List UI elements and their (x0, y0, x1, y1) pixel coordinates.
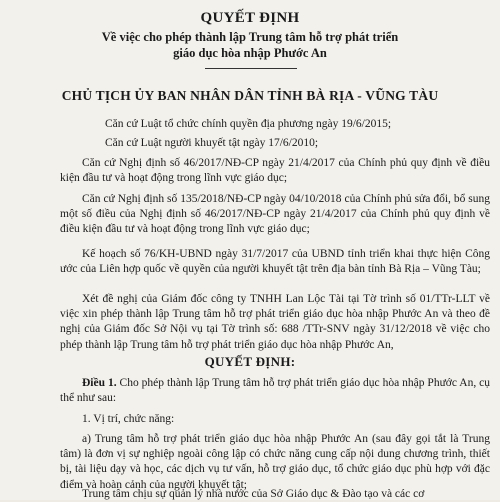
legal-basis-text: Căn cứ Nghị định số 46/2017/NĐ-CP ngày 21/4/2017 của Chính phủ quy định về điều kiện đầu tư và hoạt động trong lĩnh vực giáo dục; (60, 157, 490, 185)
item-1-a (60, 432, 490, 493)
article-1-label: Điều 1. (82, 377, 117, 389)
proposal-paragraph (60, 292, 490, 353)
legal-basis-2 (83, 136, 490, 151)
legal-basis-1 (83, 117, 490, 132)
issuing-authority: CHỦ TỊCH ỦY BAN NHÂN DÂN TỈNH BÀ RỊA - VŨNG TÀU (61, 88, 439, 103)
subtitle-line-1: Về việc cho phép thành lập Trung tâm hỗ trợ phát triển (101, 30, 399, 44)
item-1-a-text: a) Trung tâm hỗ trợ phát triển giáo dục hòa nhập Phước An (sau đây gọi tắt là Trung tâm) là đơn vị sự nghiệp ngoài công lập có chức năng cung cấp nội dung chương trình, thiết bị, tài liệu dạy và học, các dịch vụ tư vấn, hỗ trợ giáo dục, tổ chức giáo dục phù hợp với đặc điểm và hoàn cảnh của người khuyết tật; (60, 433, 490, 491)
legal-basis-4 (60, 192, 490, 238)
article-1-text: Cho phép thành lập Trung tâm hỗ trợ phát triển giáo dục hòa nhập Phước An, cụ thể như sau: (60, 377, 491, 405)
title-divider (205, 68, 297, 69)
decides-heading: QUYẾT ĐỊNH: (204, 354, 296, 369)
subtitle-line-2: giáo dục hòa nhập Phước An (173, 46, 327, 60)
legal-basis-text: Căn cứ Luật tổ chức chính quyền địa phương ngày 19/6/2015; (105, 118, 392, 130)
legal-basis-text: Căn cứ Nghị định số 135/2018/NĐ-CP ngày 04/10/2018 của Chính phủ sửa đổi, bổ sung một số điều của Nghị định số 46/2017/NĐ-CP ngày 21/4/2017 của Chính phủ quy định về điều kiện đầu tư và hoạt động trong lĩnh vực giáo dục; (60, 193, 490, 236)
item-1-b-text: Trung tâm chịu sự quản lý nhà nước của Sở Giáo dục & Đào tạo và các cơ (82, 488, 425, 500)
item-1-heading (60, 412, 490, 427)
legal-basis-text: Kế hoạch số 76/KH-UBND ngày 31/7/2017 của UBND tỉnh triển khai thực hiện Công ước của Liên hợp quốc về quyền của người khuyết tật trên địa bàn tỉnh Bà Rịa – Vũng Tàu; (60, 248, 490, 276)
legal-basis-text: Căn cứ Luật người khuyết tật ngày 17/6/2010; (105, 137, 319, 149)
decision-title: QUYẾT ĐỊNH (200, 10, 300, 26)
decision-subtitle (0, 29, 500, 61)
proposal-text: Xét đề nghị của Giám đốc công ty TNHH Lan Lộc Tài tại Tờ trình số 01/TTr-LLT về việc xin phép thành lập Trung tâm hỗ trợ phát triển giáo dục hòa nhập Phước An và theo đề nghị của Giám đốc Sở Nội vụ tại Tờ trình số: 688 /TTr-SNV ngày 31/12/2018 về việc cho phép thành lập Trung tâm hỗ trợ phát triển giáo dục hòa nhập Phước An, (60, 293, 490, 351)
article-1 (60, 376, 490, 406)
legal-basis-3 (60, 156, 490, 186)
item-1-heading-text: 1. Vị trí, chức năng: (82, 413, 175, 425)
legal-basis-5 (60, 247, 490, 277)
